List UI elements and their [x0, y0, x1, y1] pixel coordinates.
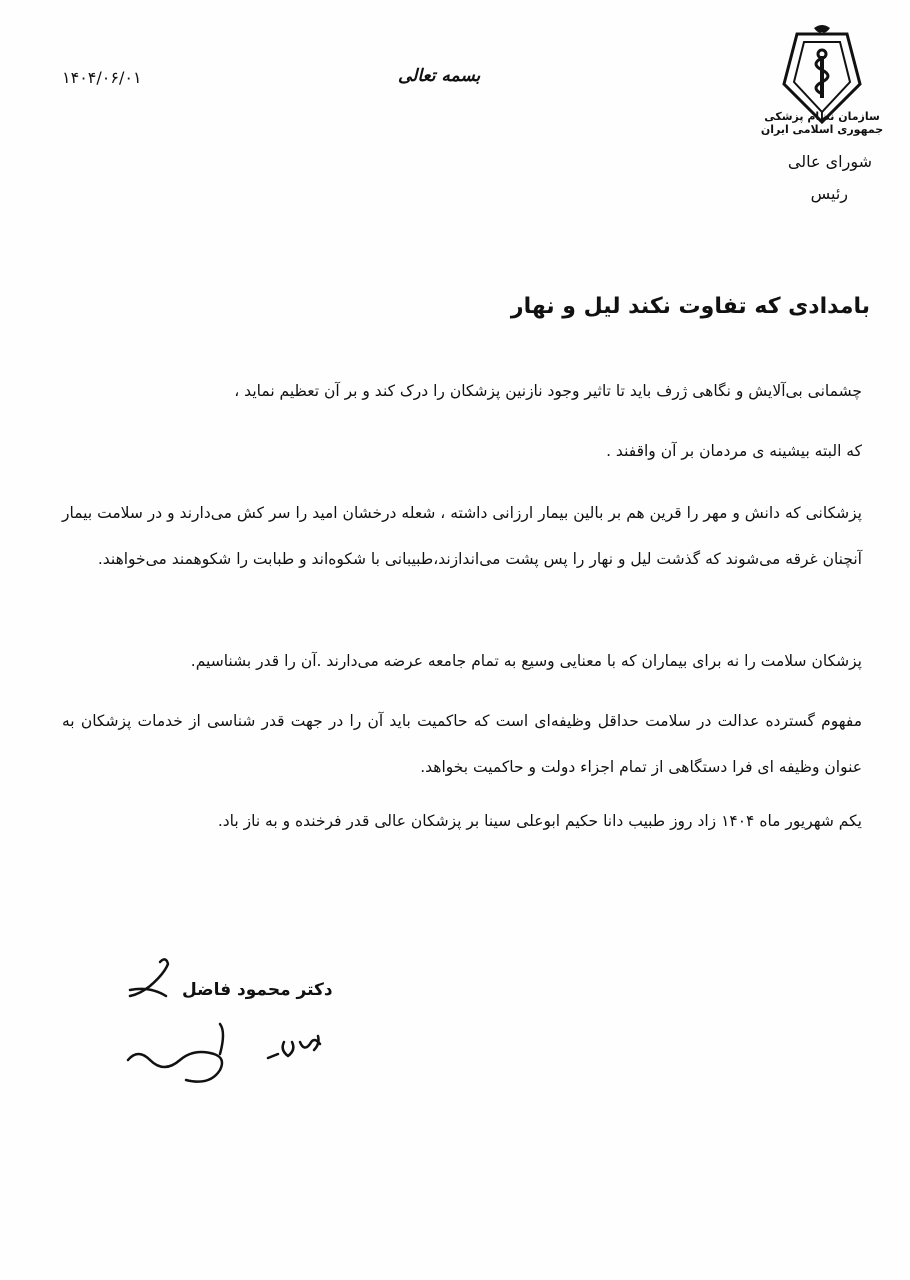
bismillah-heading: بسمه تعالی	[398, 66, 481, 86]
paragraph-3: پزشکانی که دانش و مهر را قرین هم بر بالین بیمار ارزانی داشته ، شعله درخشان امید را سر کش می‌دارند و در سلامت بیمار آنچنان غرقه می‌شوند که گذشت لیل و نهار را پس پشت می‌اندازند،طبیبانی با شکوه‌اند و طبابت را شکوهمند می‌خواهند.	[62, 504, 862, 568]
position-title: رئیس	[810, 184, 848, 203]
council-name: شورای عالی	[787, 152, 872, 171]
paragraph-1: چشمانی بی‌آلایش و نگاهی ژرف باید تا تاثیر وجود نازنین پزشکان را درک کند و بر آن تعظیم نماید ،	[234, 382, 862, 400]
paragraph-2: که البته بیشینه ی مردمان بر آن واقفند .	[606, 442, 862, 460]
letter-title: بامدادی که تفاوت نکند لیل و نهار	[510, 294, 870, 319]
organization-name: سازمان نظام پزشکی جمهوری اسلامی ایران	[760, 110, 884, 136]
paragraph-6: یکم شهریور ماه ۱۴۰۴ زاد روز طبیب دانا حکیم ابوعلی سینا بر پزشکان عالی قدر فرخنده و به ناز باد.	[217, 812, 862, 830]
handwritten-signature-icon	[110, 950, 350, 1110]
signer-name: دکتر محمود فاضل	[182, 980, 333, 1000]
paragraph-5: مفهوم گسترده عدالت در سلامت حداقل وظیفه‌ای است که حاکمیت باید آن را در جهت قدر شناسی از خدمات پزشکان به عنوان وظیفه ای فرا دستگاهی از تمام اجزاء دولت و حاکمیت بخواهد.	[62, 712, 862, 776]
letter-date: ۱۴۰۴/۰۶/۰۱	[62, 68, 142, 87]
paragraph-4: پزشکان سلامت را نه برای بیماران که با معنایی وسیع به تمام جامعه عرضه می‌دارند .آن را قدر بشناسیم.	[190, 652, 862, 670]
